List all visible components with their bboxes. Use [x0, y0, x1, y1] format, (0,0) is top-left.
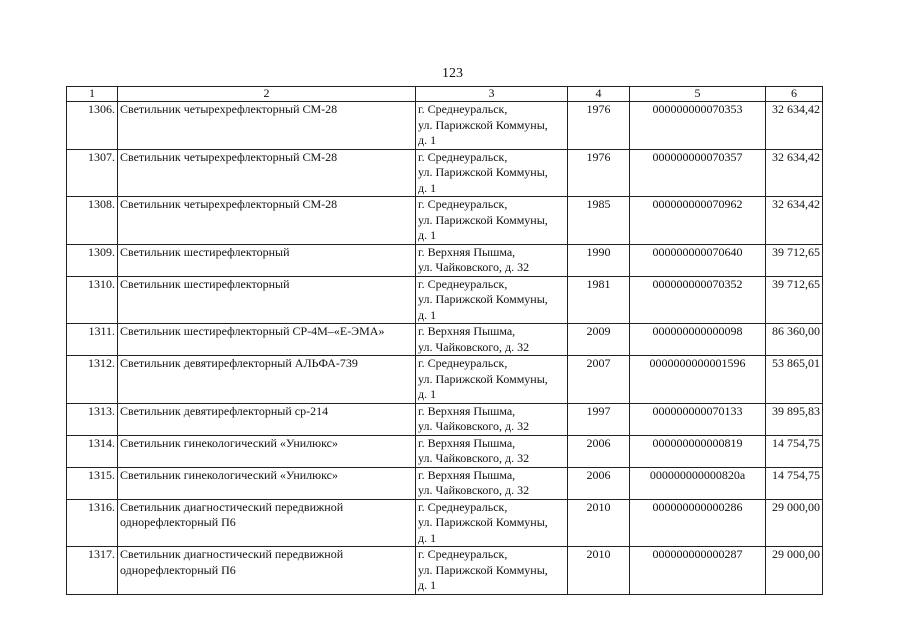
item-name-line: Светильник четырехрефлекторный СМ-28 — [120, 149, 338, 164]
row-number: 1311. — [67, 324, 118, 356]
table-row — [67, 547, 823, 595]
inventory-code: 000000000070640 — [630, 244, 766, 276]
row-number: 1314. — [67, 435, 118, 467]
item-address-line: г. Верхняя Пышма, — [418, 467, 516, 482]
item-year: 2006 — [568, 435, 630, 467]
item-year: 2010 — [568, 499, 630, 547]
item-address-line: ул. Парижской Коммуны, — [418, 212, 548, 227]
inventory-code: 0000000000001596 — [630, 356, 766, 404]
item-year: 1981 — [568, 276, 630, 324]
item-year: 1976 — [568, 102, 630, 150]
table-row — [67, 276, 823, 324]
item-cost: 32 634,42 — [766, 149, 823, 197]
registry-table — [66, 86, 823, 595]
item-address — [416, 244, 568, 276]
item-address-line: ул. Парижской Коммуны, — [418, 292, 548, 306]
item-address-line: ул. Чайковского, д. 32 — [418, 483, 530, 497]
item-address — [416, 197, 568, 245]
item-name-line: Светильник четырехрефлекторный СМ-28 — [120, 102, 338, 116]
inventory-code: 000000000070133 — [630, 403, 766, 435]
item-address-line: г. Среднеуральск, — [418, 197, 508, 211]
item-address-line: д. 1 — [418, 530, 437, 545]
item-cost: 39 895,83 — [766, 403, 823, 435]
column-header: 2 — [118, 87, 416, 102]
item-address-line: ул. Чайковского, д. 32 — [418, 451, 530, 465]
table-row — [67, 356, 823, 404]
item-address — [416, 324, 568, 356]
item-address-line: г. Среднеуральск, — [418, 276, 508, 291]
header-row — [67, 87, 823, 102]
item-address-line: ул. Чайковского, д. 32 — [418, 419, 530, 433]
inventory-code: 000000000000098 — [630, 324, 766, 356]
item-name — [118, 547, 416, 595]
item-address-line: ул. Парижской Коммуны, — [418, 515, 548, 529]
table-row — [67, 149, 823, 197]
item-name-line: Светильник шестирефлекторный СР-4М–«Е-ЭМА» — [120, 324, 385, 338]
item-name — [118, 324, 416, 356]
item-name-line: Светильник шестирефлекторный — [120, 244, 290, 259]
inventory-code: 000000000070353 — [630, 102, 766, 150]
item-year: 2006 — [568, 467, 630, 499]
item-cost: 86 360,00 — [766, 324, 823, 356]
item-cost: 39 712,65 — [766, 244, 823, 276]
item-name — [118, 499, 416, 547]
row-number: 1316. — [67, 499, 118, 547]
item-name-line: Светильник девятирефлекторный АЛЬФА-739 — [120, 356, 358, 370]
item-address-line: г. Среднеуральск, — [418, 102, 508, 116]
item-address-line: г. Верхняя Пышма, — [418, 435, 516, 450]
table-row — [67, 435, 823, 467]
item-address-line: г. Среднеуральск, — [418, 547, 508, 561]
item-name — [118, 244, 416, 276]
inventory-code: 000000000000286 — [630, 499, 766, 547]
item-address — [416, 467, 568, 499]
inventory-code: 000000000000819 — [630, 435, 766, 467]
inventory-code: 000000000070352 — [630, 276, 766, 324]
table-row — [67, 244, 823, 276]
item-year: 1997 — [568, 403, 630, 435]
item-address-line: г. Верхняя Пышма, — [418, 324, 516, 338]
row-number: 1306. — [67, 102, 118, 150]
item-year: 2010 — [568, 547, 630, 595]
item-cost: 14 754,75 — [766, 467, 823, 499]
item-address-line: г. Среднеуральск, — [418, 356, 508, 370]
row-number: 1308. — [67, 197, 118, 245]
table-body — [67, 102, 823, 595]
item-cost: 14 754,75 — [766, 435, 823, 467]
item-address — [416, 499, 568, 547]
item-cost: 39 712,65 — [766, 276, 823, 324]
row-number: 1312. — [67, 356, 118, 404]
item-name — [118, 467, 416, 499]
column-header: 3 — [416, 87, 568, 102]
item-name — [118, 102, 416, 150]
item-name-line: Светильник четырехрефлекторный СМ-28 — [120, 197, 338, 211]
item-name — [118, 403, 416, 435]
item-name-line: однорефлекторный П6 — [120, 562, 236, 577]
table-row — [67, 403, 823, 435]
table-row — [67, 499, 823, 547]
table-row — [67, 102, 823, 150]
item-name-line: однорефлекторный П6 — [120, 515, 236, 529]
item-address-line: г. Среднеуральск, — [418, 149, 508, 164]
column-header: 4 — [568, 87, 630, 102]
row-number: 1310. — [67, 276, 118, 324]
table-row — [67, 197, 823, 245]
item-address-line: д. 1 — [418, 387, 437, 401]
item-year: 2009 — [568, 324, 630, 356]
item-address-line: д. 1 — [418, 180, 437, 195]
item-address — [416, 435, 568, 467]
item-name — [118, 276, 416, 324]
item-address — [416, 356, 568, 404]
inventory-code: 000000000000820а — [630, 467, 766, 499]
item-address-line: д. 1 — [418, 578, 437, 592]
item-cost: 53 865,01 — [766, 356, 823, 404]
item-address-line: д. 1 — [418, 133, 437, 147]
item-name-line: Светильник шестирефлекторный — [120, 276, 290, 291]
page-number: 123 — [442, 66, 463, 81]
item-address — [416, 276, 568, 324]
row-number: 1315. — [67, 467, 118, 499]
item-address — [416, 547, 568, 595]
item-address — [416, 102, 568, 150]
inventory-code: 000000000070357 — [630, 149, 766, 197]
item-name — [118, 356, 416, 404]
item-name-line: Светильник диагностический передвижной — [120, 547, 344, 561]
row-number: 1309. — [67, 244, 118, 276]
table-row — [67, 467, 823, 499]
row-number: 1313. — [67, 403, 118, 435]
item-address-line: ул. Чайковского, д. 32 — [418, 339, 530, 354]
item-address-line: ул. Парижской Коммуны, — [418, 562, 548, 577]
item-address-line: ул. Парижской Коммуны, — [418, 117, 548, 132]
item-cost: 29 000,00 — [766, 547, 823, 595]
item-cost: 32 634,42 — [766, 197, 823, 245]
item-address — [416, 149, 568, 197]
item-name — [118, 149, 416, 197]
item-address — [416, 403, 568, 435]
item-cost: 32 634,42 — [766, 102, 823, 150]
item-address-line: ул. Парижской Коммуны, — [418, 371, 548, 386]
item-name-line: Светильник диагностический передвижной — [120, 499, 344, 514]
column-header: 5 — [630, 87, 766, 102]
item-year: 1990 — [568, 244, 630, 276]
item-address-line: ул. Чайковского, д. 32 — [418, 260, 530, 274]
item-address-line: г. Верхняя Пышма, — [418, 244, 516, 259]
item-name-line: Светильник девятирефлекторный ср-214 — [120, 403, 329, 418]
inventory-code: 000000000000287 — [630, 547, 766, 595]
item-cost: 29 000,00 — [766, 499, 823, 547]
item-name — [118, 435, 416, 467]
row-number: 1307. — [67, 149, 118, 197]
column-header: 6 — [766, 87, 823, 102]
item-name — [118, 197, 416, 245]
item-name-line: Светильник гинекологический «Унилюкс» — [120, 467, 338, 482]
item-address-line: г. Среднеуральск, — [418, 499, 508, 514]
item-address-line: ул. Парижской Коммуны, — [418, 165, 548, 179]
table-row — [67, 324, 823, 356]
item-year: 2007 — [568, 356, 630, 404]
item-year: 1976 — [568, 149, 630, 197]
item-year: 1985 — [568, 197, 630, 245]
item-address-line: г. Верхняя Пышма, — [418, 403, 516, 418]
column-header: 1 — [67, 87, 118, 102]
row-number: 1317. — [67, 547, 118, 595]
inventory-code: 000000000070962 — [630, 197, 766, 245]
item-address-line: д. 1 — [418, 228, 437, 242]
item-address-line: д. 1 — [418, 307, 437, 322]
item-name-line: Светильник гинекологический «Унилюкс» — [120, 435, 338, 450]
